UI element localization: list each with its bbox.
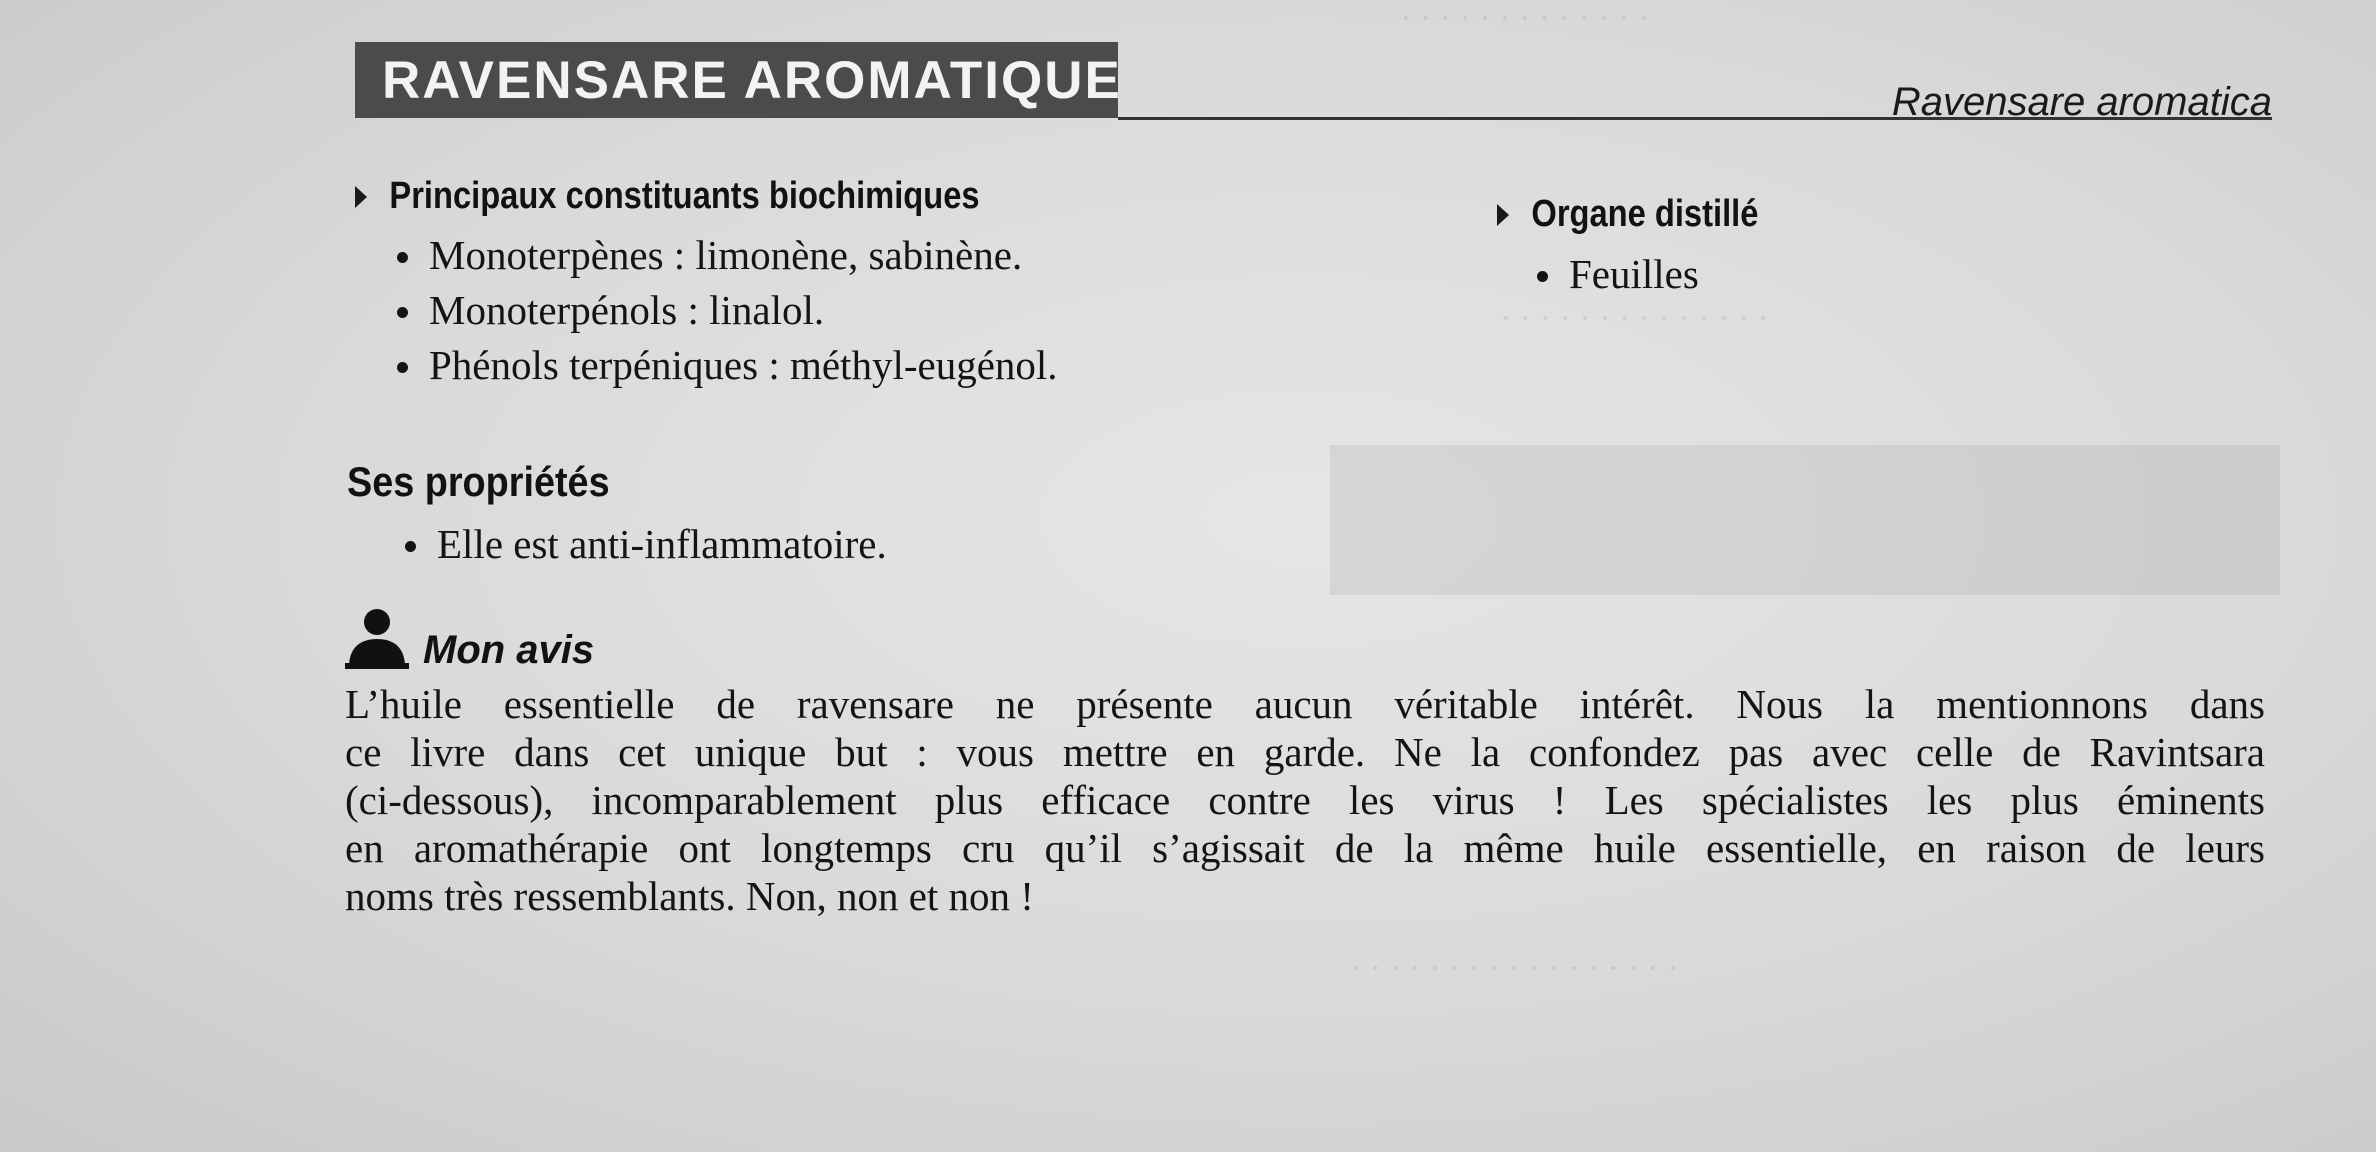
properties-title: Ses propriétés: [347, 458, 610, 505]
constituents-list: [392, 228, 1058, 393]
list-item: Elle est anti-inflammatoire.: [400, 517, 887, 572]
paragraph-line: noms très ressemblants. Non, non et non !: [345, 873, 1034, 919]
organ-title: Organe distillé: [1531, 193, 1759, 235]
organ-heading: [1497, 193, 1758, 236]
paragraph-line: en aromathérapie ont longtemps cru qu’il s’agissait de la même huile essentielle, en raison de leurs: [345, 825, 2265, 871]
constituents-heading: [355, 175, 980, 218]
list-item: Monoterpènes : limonène, sabinène.: [392, 228, 1058, 283]
organ-list: [1532, 247, 1699, 302]
title-banner: [355, 42, 1122, 118]
opinion-paragraph: [345, 680, 2265, 920]
opinion-title: Mon avis: [423, 628, 595, 672]
properties-list: [400, 517, 887, 572]
triangle-bullet-icon: [355, 186, 367, 208]
opinion-heading: [345, 607, 595, 672]
paragraph-line: (ci-dessous), incomparablement plus efficace contre les virus ! Les spécialistes les plus éminents: [345, 777, 2265, 823]
bleed-through-text: · · · · · · · · · · · · · · · · ·: [1350, 950, 1679, 987]
paragraph-line: L’huile essentielle de ravensare ne présente aucun véritable intérêt. Nous la mentionnons dans: [345, 681, 2265, 727]
triangle-bullet-icon: [1497, 204, 1509, 226]
properties-heading: [347, 458, 610, 506]
person-icon: [345, 607, 409, 669]
list-item: Feuilles: [1532, 247, 1699, 302]
page-title: RAVENSARE AROMATIQUE: [382, 50, 1122, 110]
list-item: Phénols terpéniques : méthyl-eugénol.: [392, 338, 1058, 393]
latin-name: Ravensare aromatica: [1891, 80, 2272, 124]
list-item: Monoterpénols : linalol.: [392, 283, 1058, 338]
bleed-through-text: · · · · · · · · · · · · ·: [1400, 0, 1650, 37]
bleed-through-band: [1330, 445, 2280, 595]
constituents-title: Principaux constituants biochimiques: [389, 175, 980, 217]
bleed-through-text: · · · · · · · · · · · · · ·: [1500, 300, 1770, 337]
paragraph-line: ce livre dans cet unique but : vous mettre en garde. Ne la confondez pas avec celle de Ravintsara: [345, 729, 2265, 775]
